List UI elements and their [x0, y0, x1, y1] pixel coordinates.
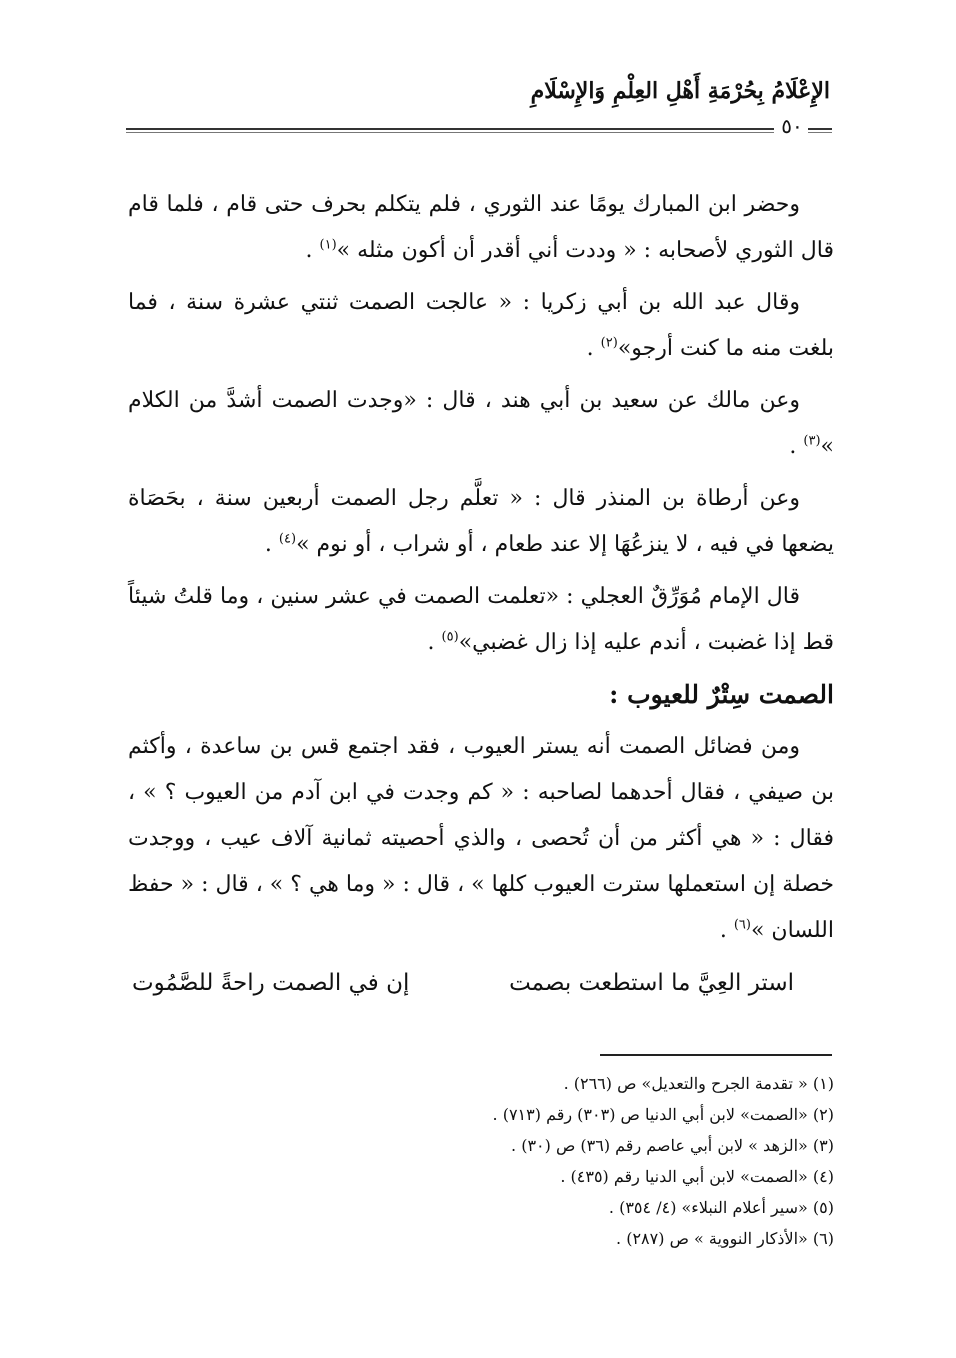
- footnote-marker: (١): [319, 237, 337, 253]
- paragraph-text: وعن مالك عن سعيد بن أبي هند ، قال : «وجدت الصمت أشدَّ من الكلام »: [128, 388, 834, 459]
- header-rule-short: [808, 128, 832, 133]
- paragraph-tail: .: [789, 434, 804, 459]
- paragraph-text: وقال عبد الله بن أبي زكريا : « عالجت الصمت ثنتي عشرة سنة ، فما بلغت منه ما كنت أرجو»: [128, 290, 834, 361]
- paragraph-tail: .: [264, 532, 279, 557]
- footnote-item: (٢) «الصمت» لابن أبي الدنيا ص (٣٠٣) رقم (٧١٣) .: [492, 1105, 834, 1124]
- paragraph-text: وحضر ابن المبارك يومًا عند الثوري ، فلم يتكلم بحرف حتى قام ، فلما قام قال الثوري لأصحابه : « وددت أني أقدر أن أكون مثله »: [128, 192, 834, 263]
- footnote-item: (٤) «الصمت» لابن أبي الدنيا رقم (٤٣٥) .: [560, 1167, 834, 1186]
- paragraph: [128, 182, 834, 274]
- footnote-item: (١) « تقدمة الجرح والتعديل» ص (٢٦٦) .: [563, 1074, 834, 1093]
- paragraph: [128, 378, 834, 470]
- paragraph: [128, 574, 834, 666]
- poetry-verse: [128, 960, 834, 1006]
- paragraph-tail: .: [305, 238, 320, 263]
- footnote-item: (٦) «الأذكار النووية » ص (٢٨٧) .: [616, 1229, 834, 1248]
- paragraph: [128, 724, 834, 954]
- paragraph: [128, 476, 834, 568]
- paragraph-text: قال الإمام مُوَرِّقٌ العجلي : «تعلمت الصمت في عشر سنين ، وما قلتُ شيئاً قط إذا غضبت ، أندم عليه إذا زال غضبي»: [128, 584, 834, 655]
- footnote-separator: [600, 1054, 832, 1056]
- footnotes: [334, 1068, 834, 1254]
- footnote-item: (٥) «سير أعلام النبلاء» (٤/ ٣٥٤) .: [608, 1198, 834, 1217]
- header-rule: [126, 128, 774, 133]
- footnote-marker: (٣): [803, 433, 821, 449]
- footnote-marker: (٢): [600, 335, 618, 351]
- footnote-item: (٣) «الزهد » لابن أبي عاصم رقم (٣٦) ص (٣٠) .: [511, 1136, 834, 1155]
- paragraph-text: وعن أرطاة بن المنذر قال : « تعلَّم رجل الصمت أربعين سنة ، بحَصَاة يضعها في فيه ، لا ينزعُهَا إلا عند طعام ، أو شراب ، أو نوم »: [128, 486, 834, 557]
- paragraph-tail: .: [719, 918, 734, 943]
- verse-first-hemistich: استر العِيَّ ما استطعت بصمت: [509, 970, 794, 996]
- paragraph-tail: .: [586, 336, 601, 361]
- footnote-marker: (٥): [441, 629, 459, 645]
- section-heading: الصمت سِتْرٌ للعيوب :: [609, 680, 834, 709]
- running-title: الإِعْلَامُ بِحُرْمَةِ أَهْلِ العِلْمِ وَالإِسْلَامِ: [530, 78, 830, 104]
- main-text: [128, 182, 834, 1006]
- paragraph-text: ومن فضائل الصمت أنه يستر العيوب ، فقد اجتمع قس بن ساعدة ، وأكثم بن صيفي ، فقال أحدهما لصاحبه : « كم وجدت في ابن آدم من العيوب ؟ » ، فقال : « هي أكثر من أن تُحصى ، والذي أحصيته ثمانية آلاف عيب ، ووجدت خصلة إن استعملها سترت العيوب كلها » ، قال : « وما هي ؟ » ، قال : « حفظ اللسان »: [128, 734, 834, 943]
- footnote-marker: (٤): [278, 531, 297, 547]
- verse-second-hemistich: إن في الصمت راحةً للصَّمُوت: [132, 970, 410, 996]
- page-number: ٥٠: [781, 114, 803, 138]
- footnote-marker: (٦): [733, 917, 751, 933]
- paragraph-tail: .: [427, 630, 442, 655]
- paragraph: [128, 280, 834, 372]
